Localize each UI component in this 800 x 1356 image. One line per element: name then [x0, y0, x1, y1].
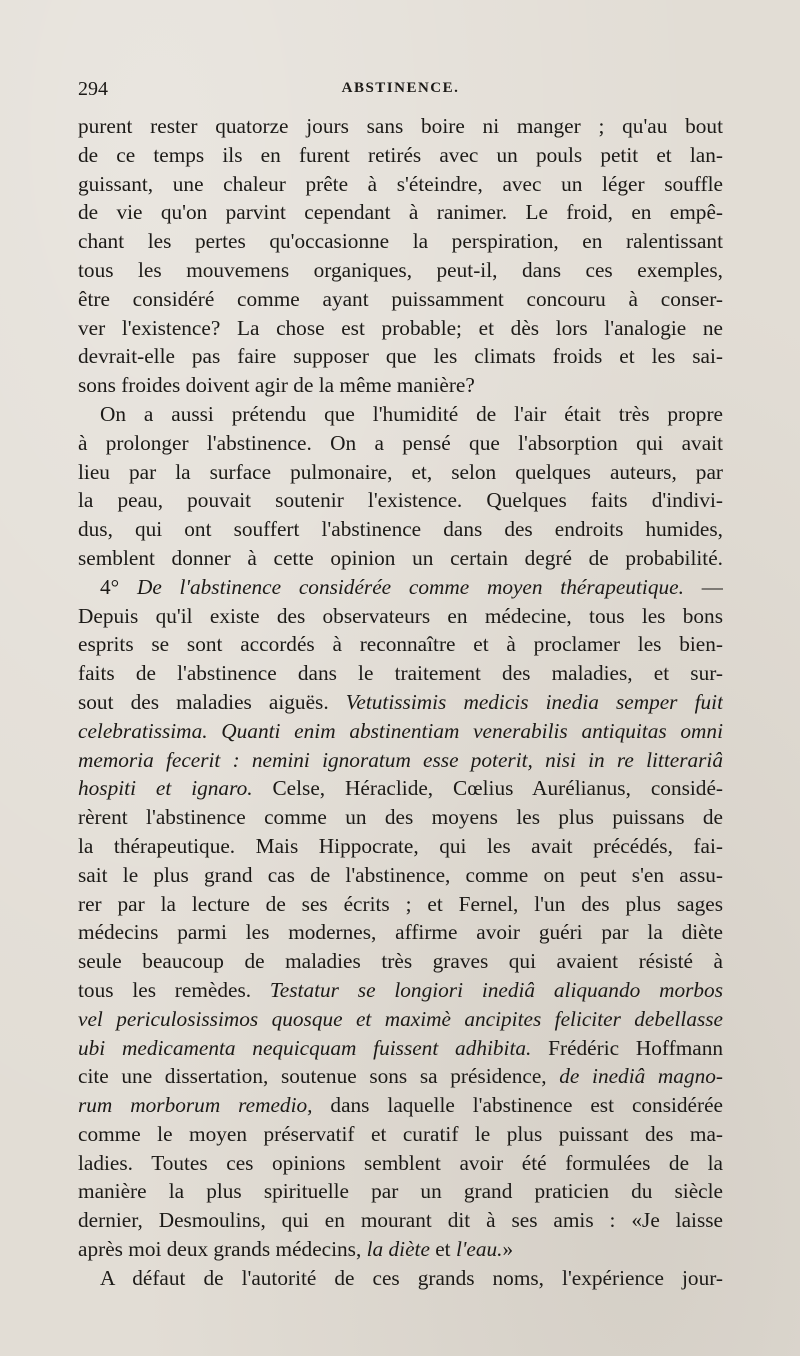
text-line — [78, 342, 723, 371]
body-text — [78, 112, 723, 1293]
text-line — [78, 371, 723, 400]
italic-text-span: hospiti et ignaro. — [78, 776, 253, 801]
text-span: lieu par la surface pulmonaire, et, selon quelques auteurs, par — [78, 459, 723, 484]
text-span: de ce temps ils en furent retirés avec un pouls petit et lan- — [78, 142, 723, 167]
text-line — [78, 198, 723, 227]
text-line — [78, 918, 723, 947]
text-span: — — [683, 574, 723, 599]
text-line — [78, 1091, 723, 1120]
text-span: rèrent l'abstinence comme un des moyens les plus puissans de — [78, 805, 723, 830]
text-line — [78, 1264, 723, 1293]
text-line — [78, 256, 723, 285]
text-line — [78, 861, 723, 890]
text-span: et — [429, 1237, 456, 1262]
text-span: esprits se sont accordés à reconnaître et à proclamer les bien- — [78, 632, 723, 657]
text-line — [78, 717, 723, 746]
italic-text-span: l'eau. — [455, 1237, 503, 1262]
italic-text-span: celebratissima. Quanti enim abstinentiam venerabilis antiquitas omni — [78, 718, 723, 743]
text-span: sons froides doivent agir de la même manière? — [78, 373, 475, 398]
text-line — [78, 688, 723, 717]
text-line — [78, 112, 723, 141]
text-span: purent rester quatorze jours sans boire ni manger ; qu'au bout — [78, 114, 723, 138]
text-line — [78, 1149, 723, 1178]
text-span: tous les mouvemens organiques, peut-il, dans ces exemples, — [78, 257, 723, 282]
italic-text-span: de inediâ magno- — [559, 1064, 723, 1089]
text-line — [78, 976, 723, 1005]
text-line — [78, 1206, 723, 1235]
text-span: cite une dissertation, soutenue sons sa présidence, — [78, 1064, 560, 1089]
text-line — [78, 1005, 723, 1034]
text-line — [78, 400, 723, 429]
text-line — [78, 1062, 723, 1091]
text-span: dans laquelle l'abstinence est considérée — [312, 1093, 723, 1118]
text-span: Depuis qu'il existe des observateurs en médecine, tous les bons — [78, 603, 723, 628]
text-span: A défaut de l'autorité de ces grands noms, l'expérience jour- — [100, 1265, 723, 1290]
italic-text-span: vel periculosissimos quosque et maximè ancipites feliciter debellasse — [78, 1006, 723, 1031]
text-line — [78, 602, 723, 631]
italic-text-span: memoria fecerit : nemini ignoratum esse poterit, nisi in re litterariâ — [78, 747, 723, 772]
text-span: On a aussi prétendu que l'humidité de l'air était très propre — [100, 401, 723, 426]
text-line — [78, 458, 723, 487]
text-line — [78, 170, 723, 199]
text-line — [78, 314, 723, 343]
text-span: Celse, Héraclide, Cœlius Aurélianus, considé- — [252, 776, 723, 801]
italic-text-span: rum morborum remedio, — [78, 1093, 313, 1118]
text-span: ver l'existence? La chose est probable; et dès lors l'analogie ne — [78, 315, 723, 340]
text-span: être considéré comme ayant puissamment concouru à conser- — [78, 286, 723, 311]
text-span: 4° — [100, 574, 137, 599]
text-span: de vie qu'on parvint cependant à ranimer. Le froid, en empê- — [78, 200, 723, 225]
text-line — [78, 803, 723, 832]
text-span: rer par la lecture de ses écrits ; et Fernel, l'un des plus sages — [78, 891, 723, 916]
text-span: faits de l'abstinence dans le traitement des maladies, et sur- — [78, 661, 723, 686]
text-line — [78, 486, 723, 515]
text-span: médecins parmi les modernes, affirme avoir guéri par la diète — [78, 920, 723, 945]
text-line — [78, 890, 723, 919]
text-line — [78, 1177, 723, 1206]
text-span: semblent donner à cette opinion un certain degré de probabilité. — [78, 545, 723, 570]
text-line — [78, 429, 723, 458]
text-span: Frédéric Hoffmann — [531, 1035, 723, 1060]
text-span: guissant, une chaleur prête à s'éteindre, avec un léger souffle — [78, 171, 723, 196]
text-line — [78, 746, 723, 775]
text-line — [78, 515, 723, 544]
text-line — [78, 774, 723, 803]
text-line — [78, 285, 723, 314]
text-span: ladies. Toutes ces opinions semblent avoir été formulées de la — [78, 1150, 723, 1175]
text-span: la thérapeutique. Mais Hippocrate, qui les avait précédés, fai- — [78, 833, 723, 858]
text-span: dus, qui ont souffert l'abstinence dans des endroits humides, — [78, 517, 723, 542]
running-head: ABSTINENCE. — [341, 80, 460, 96]
page-header — [78, 78, 723, 102]
text-span: à prolonger l'abstinence. On a pensé que l'absorption qui avait — [78, 430, 723, 455]
text-line — [78, 659, 723, 688]
text-line — [78, 1235, 723, 1264]
page-number: 294 — [78, 78, 108, 100]
text-span: après moi deux grands médecins, — [78, 1237, 367, 1262]
text-span: comme le moyen préservatif et curatif le plus puissant des ma- — [78, 1121, 723, 1146]
text-line — [78, 1034, 723, 1063]
text-span: chant les pertes qu'occasionne la perspiration, en ralentissant — [78, 229, 723, 254]
text-line — [78, 227, 723, 256]
text-span: sout des maladies aiguës. — [78, 689, 346, 714]
italic-text-span: De l'abstinence considérée comme moyen thérapeutique. — [136, 574, 684, 599]
text-line — [78, 832, 723, 861]
text-span: » — [502, 1237, 514, 1262]
text-line — [78, 1120, 723, 1149]
text-span: la peau, pouvait soutenir l'existence. Quelques faits d'indivi- — [78, 488, 723, 513]
text-span: manière la plus spirituelle par un grand praticien du siècle — [78, 1179, 723, 1204]
text-line — [78, 573, 723, 602]
text-span: dernier, Desmoulins, qui en mourant dit à ses amis : «Je laisse — [78, 1208, 723, 1233]
italic-text-span: la diète — [366, 1237, 430, 1262]
text-span: sait le plus grand cas de l'abstinence, comme on peut s'en assu- — [78, 862, 723, 887]
text-span: seule beaucoup de maladies très graves qui avaient résisté à — [78, 949, 723, 974]
text-span: devrait-elle pas faire supposer que les climats froids et les sai- — [78, 344, 723, 369]
text-span: tous les remèdes. — [78, 977, 270, 1002]
italic-text-span: ubi medicamenta nequicquam fuissent adhibita. — [78, 1035, 532, 1060]
text-line — [78, 544, 723, 573]
text-line — [78, 947, 723, 976]
italic-text-span: Vetutissimis medicis inedia semper fuit — [345, 689, 723, 714]
italic-text-span: Testatur se longiori inediâ aliquando morbos — [269, 977, 723, 1002]
text-line — [78, 141, 723, 170]
text-line — [78, 630, 723, 659]
